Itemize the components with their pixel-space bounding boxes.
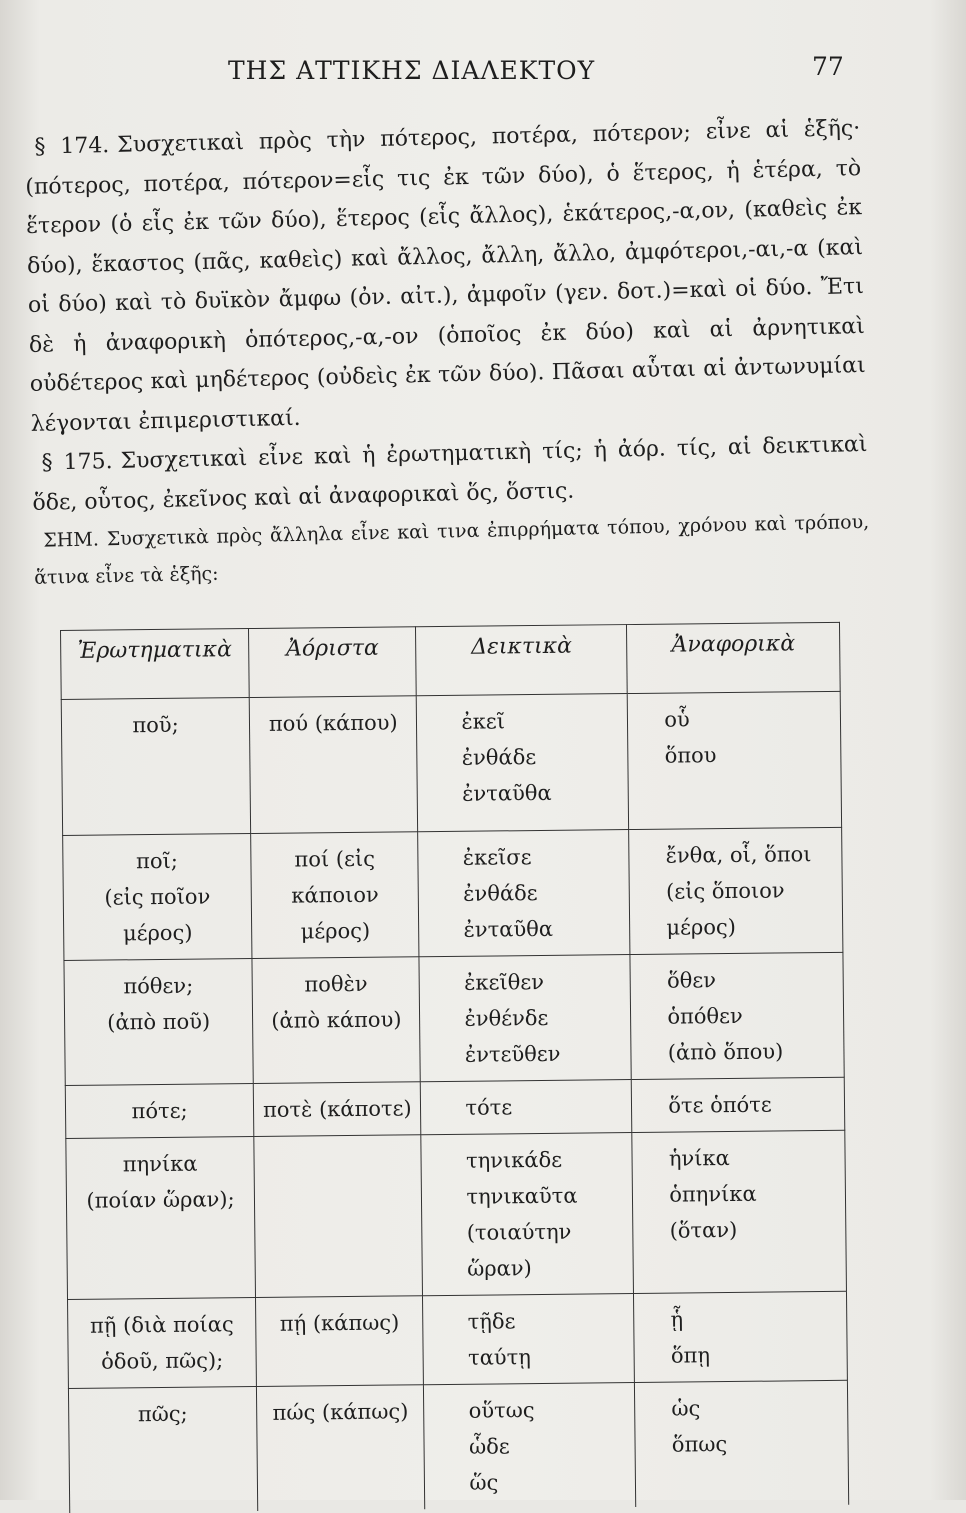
interrogative-cell — [61, 698, 251, 836]
cell-line: ὁπόθεν — [667, 1003, 743, 1029]
cell-line: (ποίαν ὥραν); — [86, 1187, 235, 1213]
indefinite-cell — [249, 696, 418, 834]
cell-line: ἐνθένδε — [464, 1005, 549, 1031]
table-row — [66, 1130, 847, 1299]
table-body — [61, 691, 848, 1513]
correlative-adverbs-table — [60, 622, 849, 1513]
cell-line: ἐντεῦθεν — [464, 1041, 561, 1067]
cell-line: ὅπου — [664, 743, 717, 768]
cell-line: ὅθεν — [666, 968, 717, 993]
page-number: 77 — [812, 52, 844, 81]
cell-line: ἡνίκα — [668, 1146, 730, 1171]
cell-line: τηνικάδε — [465, 1147, 563, 1173]
cell-line: ποί (εἰς κάποιον — [291, 846, 379, 908]
cell-line: ὥς — [469, 1470, 499, 1495]
cell-line: τότε — [465, 1095, 513, 1120]
cell-line: ποθὲν — [304, 971, 368, 997]
indefinite-cell — [252, 957, 421, 1084]
correlative-adverbs-table-wrapper — [60, 622, 849, 1513]
relative-cell — [629, 827, 843, 954]
cell-line: ἐνταῦθα — [462, 780, 552, 806]
header-demonstrative: Δεικτικὰ — [416, 625, 628, 696]
cell-line: ᾗ — [670, 1307, 684, 1332]
body-text — [24, 109, 870, 597]
header-indefinite: Ἀόριστα — [249, 627, 417, 698]
cell-line: ὡς — [671, 1396, 701, 1421]
cell-line: ποτὲ (κάποτε) — [262, 1096, 412, 1122]
cell-line: πού (κάπου) — [268, 710, 398, 736]
paragraph-text: Συσχετικαὶ πρὸς τὴν πότερος, ποτέρα, πότερον; εἶνε αἱ ἑξῆς· (πότερος, ποτέρα, πότερον=εἷς τις ἐκ τῶν δύο), ὁ ἕτερος, ἡ ἑτέρα, τὸ ἕτερον (ὁ εἷς ἐκ τῶν δύο), ἕτερος (εἷς ἄλλος), ἑκάτερος,-α,ον, (καθεὶς ἐκ δύο), ἕκαστος (πᾶς, καθεὶς) καὶ ἄλλος, ἄλλη, ἄλλο, ἀμφότεροι,-αι,-α (καὶ οἱ δύο) καὶ τὸ δυϊκὸν ἄμφω (ὀν. αἰτ.), ἀμφοῖν (γεν. δοτ.)=καὶ οἱ δύο. Ἔτι δὲ ἡ ἀναφορικὴ ὁπότερος,-α,-ον (ὁποῖος ἐκ δύο) καὶ αἱ ἀρνητικαὶ οὐδέτερος καὶ μηδέτερος (οὐδεὶς ἐκ τῶν δύο). Πᾶσαι αὗται αἱ ἀντωνυμίαι λέγονται ἐπιμεριστικαί. — [25, 116, 866, 437]
cell-line: ἐκεῖθεν — [464, 969, 545, 995]
header-relative: Ἀναφορικὰ — [627, 622, 840, 693]
cell-line: πόθεν; — [123, 973, 194, 999]
cell-line: (ἀπὸ ὅπου) — [667, 1039, 784, 1065]
cell-line: ἐνταῦθα — [463, 916, 554, 942]
relative-cell — [632, 1130, 846, 1293]
cell-line: (εἰς ὅποιον μέρος) — [665, 878, 785, 940]
indefinite-cell — [257, 1385, 426, 1511]
cell-line: ποῦ; — [132, 712, 179, 738]
cell-line: ὅπῃ — [670, 1343, 711, 1368]
cell-line: πῄ (κάπως) — [279, 1310, 400, 1336]
demonstrative-cell — [417, 694, 629, 832]
demonstrative-cell — [418, 830, 630, 957]
paragraph-174 — [24, 109, 867, 444]
demonstrative-cell — [419, 955, 631, 1082]
cell-line: (ὅταν) — [669, 1217, 738, 1243]
cell-line: οὗ — [664, 707, 690, 732]
cell-line: (ἀπὸ ποῦ) — [107, 1009, 211, 1035]
cell-line: ἐνθάδε — [463, 881, 538, 906]
note-text: Συσχετικὰ πρὸς ἄλληλα εἶνε καὶ τινα ἐπιρρήματα τόπου, χρόνου καὶ τρόπου, ἅτινα εἶνε τὰ ἑξῆς: — [33, 510, 870, 589]
cell-line: ὁδοῦ, πῶς); — [101, 1348, 224, 1374]
relative-cell — [632, 1077, 845, 1132]
interrogative-cell — [64, 959, 253, 1086]
cell-line: ὅτε ὁπότε — [668, 1092, 772, 1118]
cell-line — [261, 1143, 415, 1145]
cell-line: ὅπως — [671, 1432, 728, 1457]
cell-line: ἐνθάδε — [461, 745, 537, 770]
cell-line: (εἰς ποῖον μέρος) — [104, 884, 211, 946]
paragraph-text: Συσχετικαὶ εἶνε καὶ ἡ ἐρωτηματικὴ τίς; ἡ ἀόρ. τίς, αἱ δεικτικαὶ ὅδε, οὗτος, ἐκεῖνος καὶ αἱ ἀναφορικαὶ ὅς, ὅστις. — [32, 431, 868, 516]
cell-line: οὕτως — [468, 1398, 535, 1423]
relative-cell — [634, 1291, 848, 1382]
table-header-row — [61, 622, 841, 699]
demonstrative-cell — [424, 1383, 636, 1510]
table-row — [64, 952, 844, 1085]
note-label: ΣΗΜ. — [43, 528, 100, 552]
cell-line: (τοιαύτην ὥραν) — [466, 1219, 572, 1281]
cell-line: ὧδε — [468, 1434, 510, 1459]
table-row — [68, 1291, 848, 1388]
cell-line: πώς (κάπως) — [272, 1399, 409, 1425]
table-row — [68, 1380, 848, 1513]
cell-line: πότε; — [131, 1098, 188, 1124]
cell-line: (ἀπὸ κάπου) — [271, 1007, 402, 1033]
interrogative-cell — [68, 1386, 257, 1512]
cell-line: τηνικαῦτα — [466, 1183, 578, 1209]
indefinite-cell — [253, 1082, 421, 1137]
interrogative-cell — [66, 1136, 256, 1299]
cell-line: πῇ (διὰ ποίας — [89, 1312, 234, 1338]
cell-line: ἐκεῖ — [461, 709, 506, 734]
cell-line: ἔνθα, οἷ, ὅποι — [665, 842, 812, 868]
indefinite-cell — [256, 1296, 424, 1387]
relative-cell — [635, 1380, 849, 1507]
relative-cell — [630, 952, 844, 1079]
table-row — [63, 827, 843, 960]
cell-line: ὁπηνίκα — [669, 1181, 757, 1207]
relative-cell — [627, 691, 841, 829]
demonstrative-cell — [421, 1133, 634, 1296]
section-number: § 174. — [34, 133, 110, 160]
demonstrative-cell — [423, 1294, 635, 1385]
demonstrative-cell — [421, 1080, 632, 1135]
header-interrogative: Ἐρωτηματικὰ — [61, 629, 250, 700]
cell-line: ποῖ; — [135, 848, 178, 874]
cell-line: ταύτῃ — [467, 1345, 531, 1370]
cell-line: τῇδε — [467, 1309, 516, 1334]
interrogative-cell — [65, 1083, 254, 1138]
running-head: ΤΗΣ ΑΤΤΙΚΗΣ ΔΙΑΛΕΚΤΟΥ — [228, 56, 596, 85]
interrogative-cell — [68, 1297, 257, 1388]
indefinite-cell — [251, 832, 420, 959]
cell-line: πηνίκα — [122, 1151, 198, 1177]
table-row — [65, 1077, 845, 1138]
indefinite-cell — [254, 1135, 423, 1298]
section-number: § 175. — [41, 449, 113, 476]
table-row — [61, 691, 841, 835]
cell-line: μέρος) — [300, 918, 371, 944]
interrogative-cell — [63, 834, 252, 961]
cell-line: πῶς; — [137, 1401, 188, 1427]
cell-line: ἐκεῖσε — [462, 845, 532, 870]
